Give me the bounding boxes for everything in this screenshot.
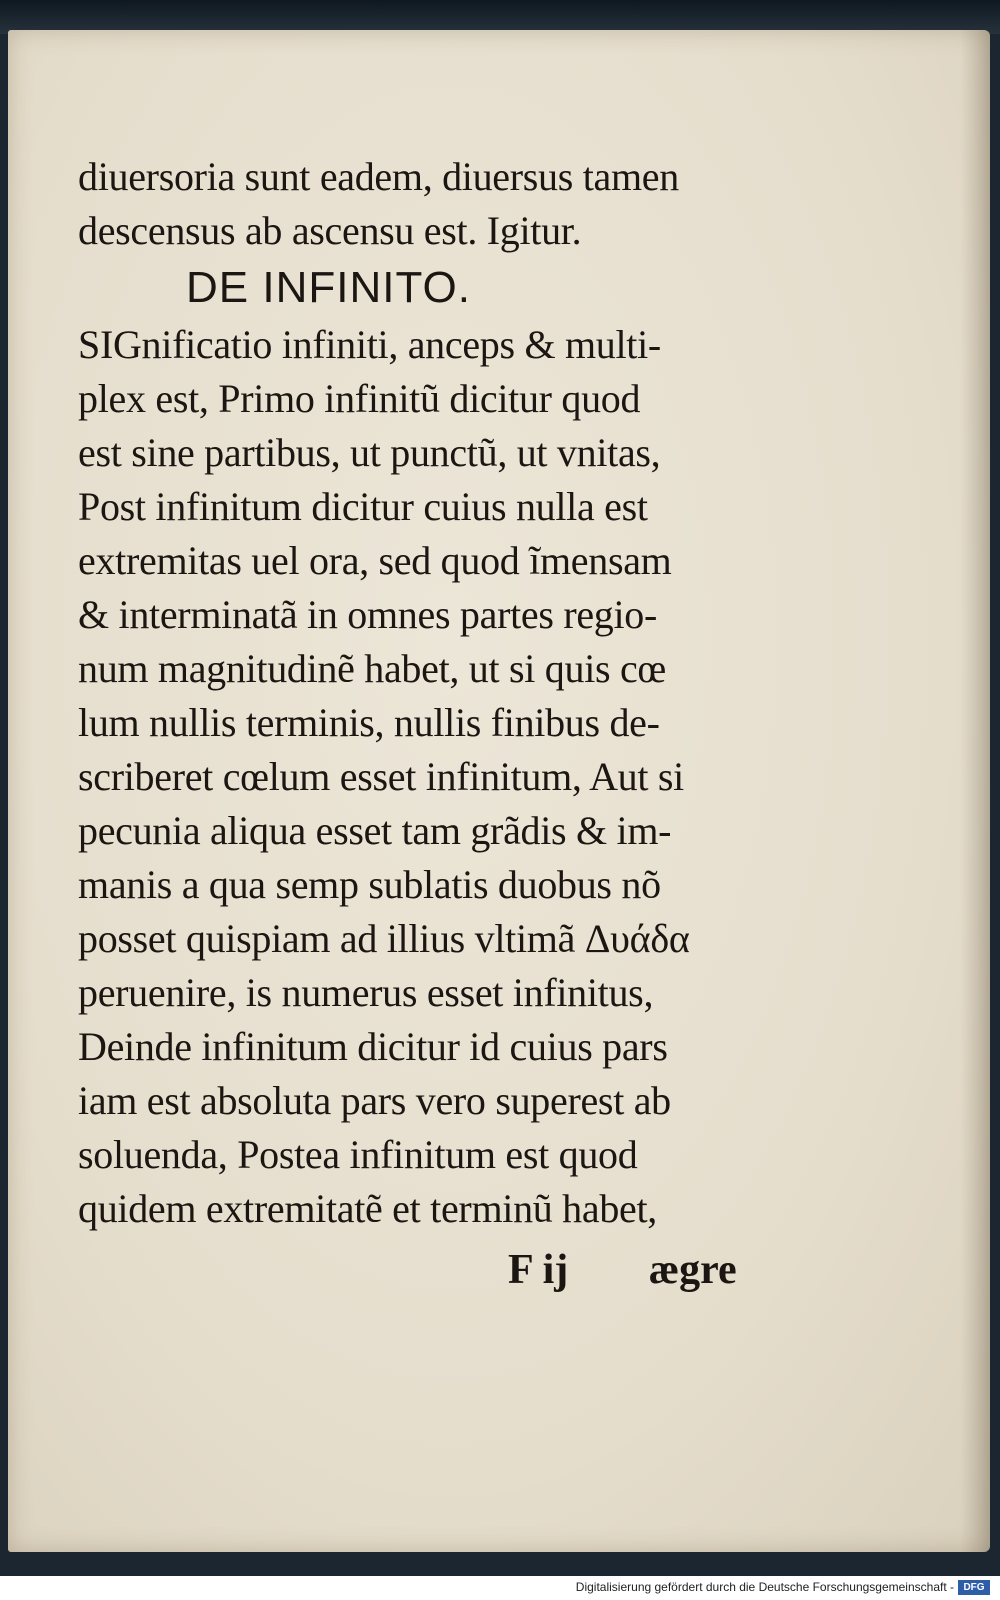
- text-line: Deinde infinitum dicitur id cuius pars: [78, 1024, 668, 1069]
- text-line: iam est absoluta pars vero superest ab: [78, 1078, 671, 1123]
- text-line: scriberet cœlum esset infinitum, Aut si: [78, 754, 684, 799]
- funding-notice: Digitalisierung gefördert durch die Deutsche Forschungsgemeinschaft -: [575, 1580, 954, 1594]
- catchword: ægre: [648, 1247, 737, 1293]
- text-line: plex est, Primo infinitũ dicitur quod: [78, 376, 641, 421]
- text-line: quidem extremitatẽ et terminũ habet,: [78, 1186, 657, 1231]
- text-line: & interminatã in omnes partes regio-: [78, 592, 658, 637]
- text-line: lum nullis terminis, nullis finibus de-: [78, 700, 660, 745]
- text-line: est sine partibus, ut punctũ, ut vnitas,: [78, 430, 661, 475]
- text-line: manis a qua semp sublatis duobus nõ: [78, 862, 661, 907]
- signature-mark: F ij: [508, 1247, 569, 1293]
- text-line: descensus ab ascensu est. Igitur.: [78, 208, 582, 253]
- text-line: diuersoria sunt eadem, diuersus tamen: [78, 154, 679, 199]
- page-edge-shadow: [960, 30, 990, 1552]
- text-line: pecunia aliqua esset tam grãdis & im-: [78, 808, 672, 853]
- page-text: [78, 150, 798, 1236]
- text-line: soluenda, Postea infinitum est quod: [78, 1132, 638, 1177]
- text-line: peruenire, is numerus esset infinitus,: [78, 970, 654, 1015]
- text-line: SIGnificatio infiniti, anceps & multi-: [78, 322, 661, 367]
- section-heading: DE INFINITO.: [186, 263, 471, 312]
- footer-bar: [0, 1576, 1000, 1600]
- dfg-logo: DFG: [958, 1580, 990, 1595]
- text-line: posset quispiam ad illius vltimã Δυάδα: [78, 916, 690, 961]
- page-foot: [508, 1246, 737, 1294]
- text-line: Post infinitum dicitur cuius nulla est: [78, 484, 648, 529]
- scan-top-edge: [0, 0, 1000, 34]
- text-line: num magnitudinẽ habet, ut si quis cœ: [78, 646, 667, 691]
- text-line: extremitas uel ora, sed quod ĩmensam: [78, 538, 672, 583]
